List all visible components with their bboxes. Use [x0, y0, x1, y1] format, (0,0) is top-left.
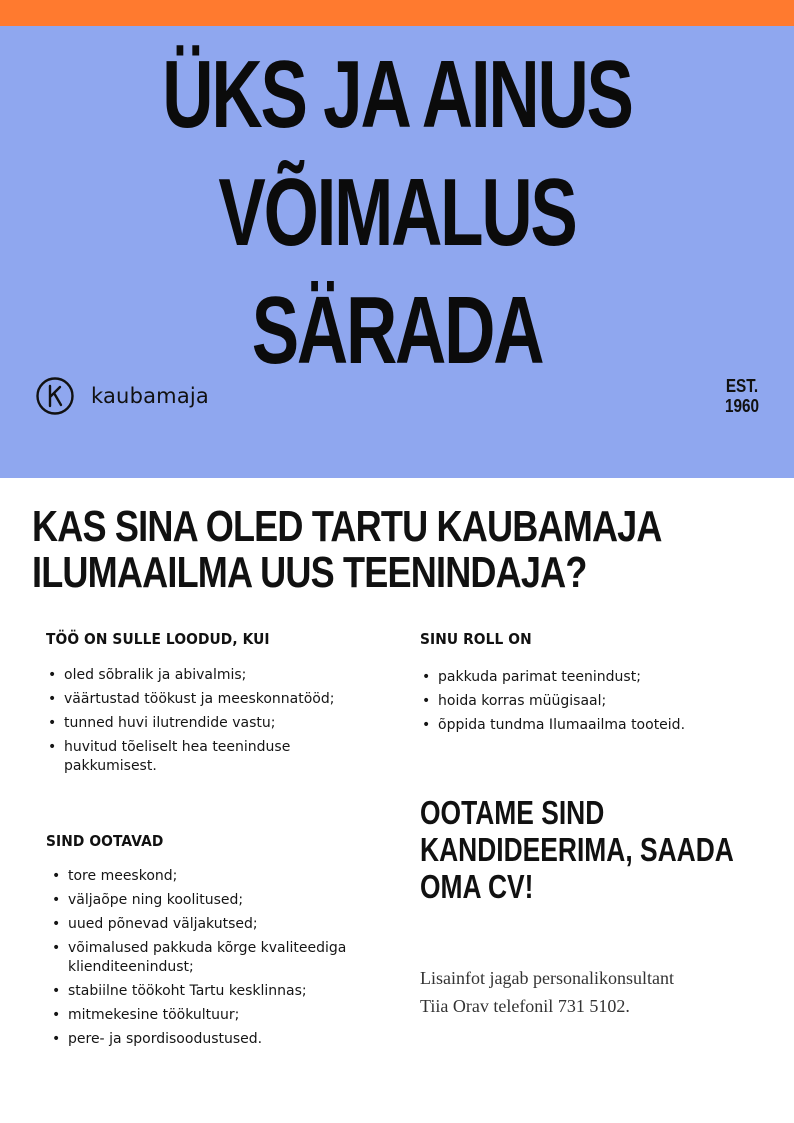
list-item: • õppida tundma Ilumaailma tooteid. [420, 716, 760, 735]
list-item: • tore meeskond; [50, 867, 380, 886]
list-item: • pere- ja spordisoodustused. [50, 1030, 380, 1049]
list-item: • väljaõpe ning koolitused; [50, 891, 380, 910]
question-line: KAS SINA OLED TARTU KAUBAMAJA [32, 502, 662, 551]
list-item: • stabiilne töökoht Tartu kesklinnas; [50, 982, 380, 1001]
benefits-heading: SIND OOTAVAD [46, 832, 164, 850]
requirements-heading: TÖÖ ON SULLE LOODUD, KUI [46, 630, 270, 648]
list-item: • mitmekesine töökultuur; [50, 1006, 380, 1025]
brand-name: kaubamaja [91, 384, 209, 408]
brand-logo [35, 376, 209, 416]
headline [0, 36, 794, 390]
k-circle-logo-icon [35, 376, 75, 416]
headline-line: SÄRADA [251, 277, 543, 384]
list-item: • hoida korras müügisaal; [420, 692, 760, 711]
call-to-action [420, 794, 780, 905]
contact-info [420, 964, 780, 1020]
contact-line: Lisainfot jagab personalikonsultant [420, 968, 674, 988]
contact-line: Tiia Orav telefonil 731 5102. [420, 996, 630, 1016]
list-item: • pakkuda parimat teenindust; [420, 668, 760, 687]
list-item: • uued põnevad väljakutsed; [50, 915, 380, 934]
headline-line: ÜKS JA AINUS [162, 41, 632, 148]
cta-line: OMA CV! [420, 868, 534, 905]
cta-line: KANDIDEERIMA, SAADA [420, 831, 734, 868]
role-heading: SINU ROLL ON [420, 630, 532, 648]
list-item: • oled sõbralik ja abivalmis; [46, 666, 346, 685]
list-item: • väärtustad töökust ja meeskonnatööd; [46, 690, 346, 709]
job-question-title [32, 504, 792, 596]
cta-line: OOTAME SIND [420, 794, 605, 831]
list-item: • tunned huvi ilutrendide vastu; [46, 714, 346, 733]
est-year: 1960 [724, 396, 760, 416]
role-list [420, 668, 760, 740]
est-label: EST. [725, 376, 759, 396]
list-item: • huvitud tõeliselt hea teeninduse pakkumisest. [46, 738, 346, 776]
requirements-list [46, 666, 346, 781]
top-accent-bar [0, 0, 794, 26]
headline-line: VÕIMALUS [218, 159, 576, 266]
benefits-list [50, 867, 380, 1054]
established-badge [718, 376, 766, 416]
question-line: ILUMAAILMA UUS TEENINDAJA? [32, 548, 587, 597]
list-item: • võimalused pakkuda kõrge kvaliteediga klienditeenindust; [50, 939, 380, 977]
